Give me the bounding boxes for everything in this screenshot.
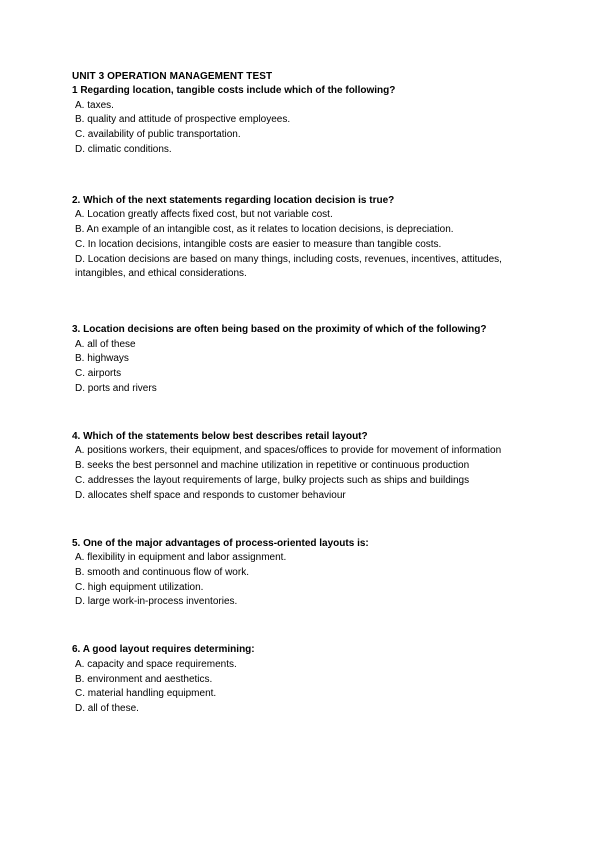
document-page [72,70,532,717]
option-c: C. high equipment utilization. [75,581,204,593]
option-list [72,208,532,282]
option-d: D. Location decisions are based on many things, including costs, revenues, incentives, attitudes, intangibles, and ethical considerations. [75,253,502,280]
option-a: A. flexibility in equipment and labor assignment. [75,552,287,564]
question-stem: 1 Regarding location, tangible costs include which of the following? [72,85,396,96]
question-1 [72,84,532,158]
question-3 [72,323,532,397]
option-d: D. large work-in-process inventories. [75,596,238,608]
option-d: D. all of these. [75,703,139,715]
option-a: A. taxes. [75,99,114,111]
question-stem: 6. A good layout requires determining: [72,644,255,656]
option-list [72,444,532,503]
option-c: C. material handling equipment. [75,688,217,700]
option-list [72,99,532,158]
question-2 [72,194,532,282]
option-d: D. allocates shelf space and responds to customer behaviour [75,489,346,501]
document-title: UNIT 3 OPERATION MANAGEMENT TEST [72,71,273,82]
option-d: D. ports and rivers [75,383,157,395]
option-c: C. In location decisions, intangible costs are easier to measure than tangible costs. [75,238,442,250]
option-list [72,338,532,397]
option-d: D. climatic conditions. [75,143,172,155]
question-stem: 5. One of the major advantages of process-oriented layouts is: [72,537,369,549]
option-a: A. positions workers, their equipment, and spaces/offices to provide for movement of information [75,445,502,457]
option-a: A. all of these [75,338,136,350]
option-b: B. An example of an intangible cost, as it relates to location decisions, is depreciation. [75,223,454,235]
option-c: C. addresses the layout requirements of large, bulky projects such as ships and buildings [75,474,470,486]
question-5 [72,537,532,611]
option-b: B. seeks the best personnel and machine utilization in repetitive or continuous production [75,460,470,472]
option-b: B. smooth and continuous flow of work. [75,566,249,578]
option-b: B. highways [75,353,129,365]
question-stem: 4. Which of the statements below best describes retail layout? [72,430,368,442]
option-c: C. availability of public transportation. [75,129,241,141]
question-4 [72,430,532,504]
question-6 [72,643,532,717]
question-stem: 2. Which of the next statements regarding location decision is true? [72,194,395,206]
option-list [72,551,532,610]
option-b: B. environment and aesthetics. [75,673,213,685]
option-c: C. airports [75,368,122,380]
option-a: A. Location greatly affects fixed cost, but not variable cost. [75,209,333,221]
option-b: B. quality and attitude of prospective employees. [75,114,291,126]
option-list [72,658,532,717]
question-stem: 3. Location decisions are often being based on the proximity of which of the following? [72,324,487,336]
option-a: A. capacity and space requirements. [75,658,237,670]
